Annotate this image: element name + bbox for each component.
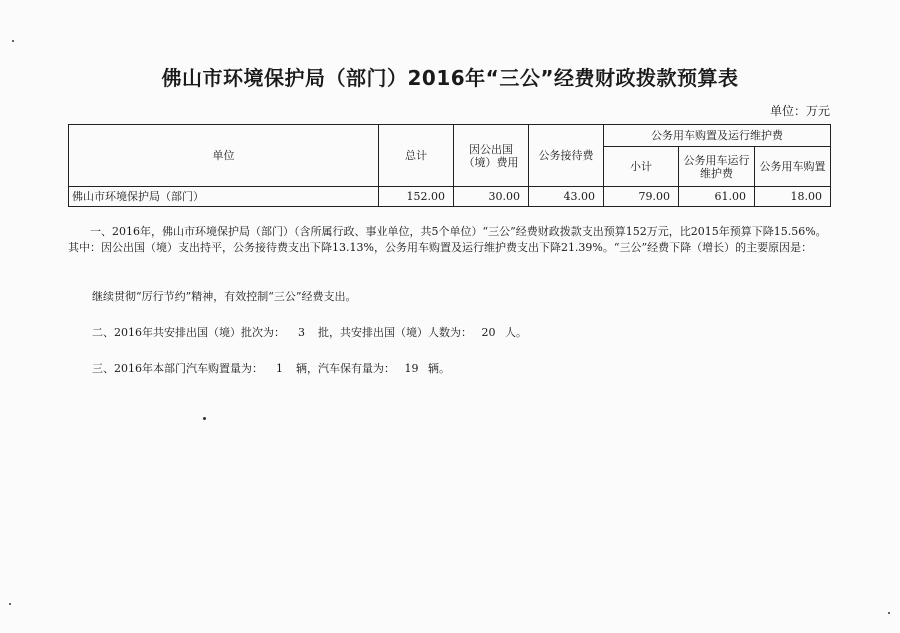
cell-total: 152.00 xyxy=(379,187,454,207)
header-total: 总计 xyxy=(379,125,454,187)
p3-prefix: 二、2016年共安排出国（境）批次为： xyxy=(92,326,285,339)
p4-purchase: 1 xyxy=(276,362,283,375)
page-title: 佛山市环境保护局（部门）2016年“三公”经费财政拨款预算表 xyxy=(161,66,739,90)
p4-prefix: 三、2016年本部门汽车购置量为： xyxy=(92,362,263,375)
budget-table xyxy=(68,124,831,207)
unit-label: 单位：万元 xyxy=(769,104,830,118)
header-vehicle-purchase: 公务用车购置 xyxy=(755,147,831,187)
paragraph-vehicles xyxy=(92,361,856,377)
header-subtotal: 小计 xyxy=(604,147,679,187)
header-vehicle-group: 公务用车购置及运行维护费 xyxy=(604,125,831,147)
cell-subtotal: 79.00 xyxy=(604,187,679,207)
cell-vehicle-purchase: 18.00 xyxy=(755,187,831,207)
scan-speck xyxy=(12,40,14,42)
cell-vehicle-operation: 61.00 xyxy=(679,187,755,207)
header-overseas: 因公出国（境）费用 xyxy=(454,125,529,187)
cell-overseas: 30.00 xyxy=(454,187,529,207)
header-vehicle-operation: 公务用车运行维护费 xyxy=(679,147,755,187)
p3-suffix: 人。 xyxy=(505,326,527,339)
header-unit: 单位 xyxy=(69,125,379,187)
table-row xyxy=(69,187,831,207)
paragraph-overseas-trips xyxy=(92,325,856,341)
paragraph-reason: 继续贯彻“厉行节约”精神，有效控制“三公”经费支出。 xyxy=(92,290,357,303)
p4-owned: 19 xyxy=(404,362,419,375)
p4-mid: 辆，汽车保有量为： xyxy=(296,362,395,375)
p4-suffix: 辆。 xyxy=(428,362,450,375)
paragraph-summary: 一、2016年，佛山市环境保护局（部门）（含所属行政、事业单位，共5个单位）“三公”经费财政拨款支出预算152万元，比2015年预算下降15.56%。其中：因公出国（境）支出持平，公务接待费支出下降13.13%，公务用车购置及运行维护费支出下降21.39%。“三公”经费下降（增长）的主要原因是： xyxy=(68,225,827,254)
cell-unit: 佛山市环境保护局（部门） xyxy=(69,187,379,207)
p3-batches: 3 xyxy=(298,326,305,339)
p3-people: 20 xyxy=(481,326,496,339)
p3-mid: 批，共安排出国（境）人数为： xyxy=(318,326,472,339)
scan-speck xyxy=(888,612,890,614)
scan-speck xyxy=(203,417,206,420)
scan-speck xyxy=(9,603,11,605)
cell-reception: 43.00 xyxy=(529,187,604,207)
header-reception: 公务接待费 xyxy=(529,125,604,187)
